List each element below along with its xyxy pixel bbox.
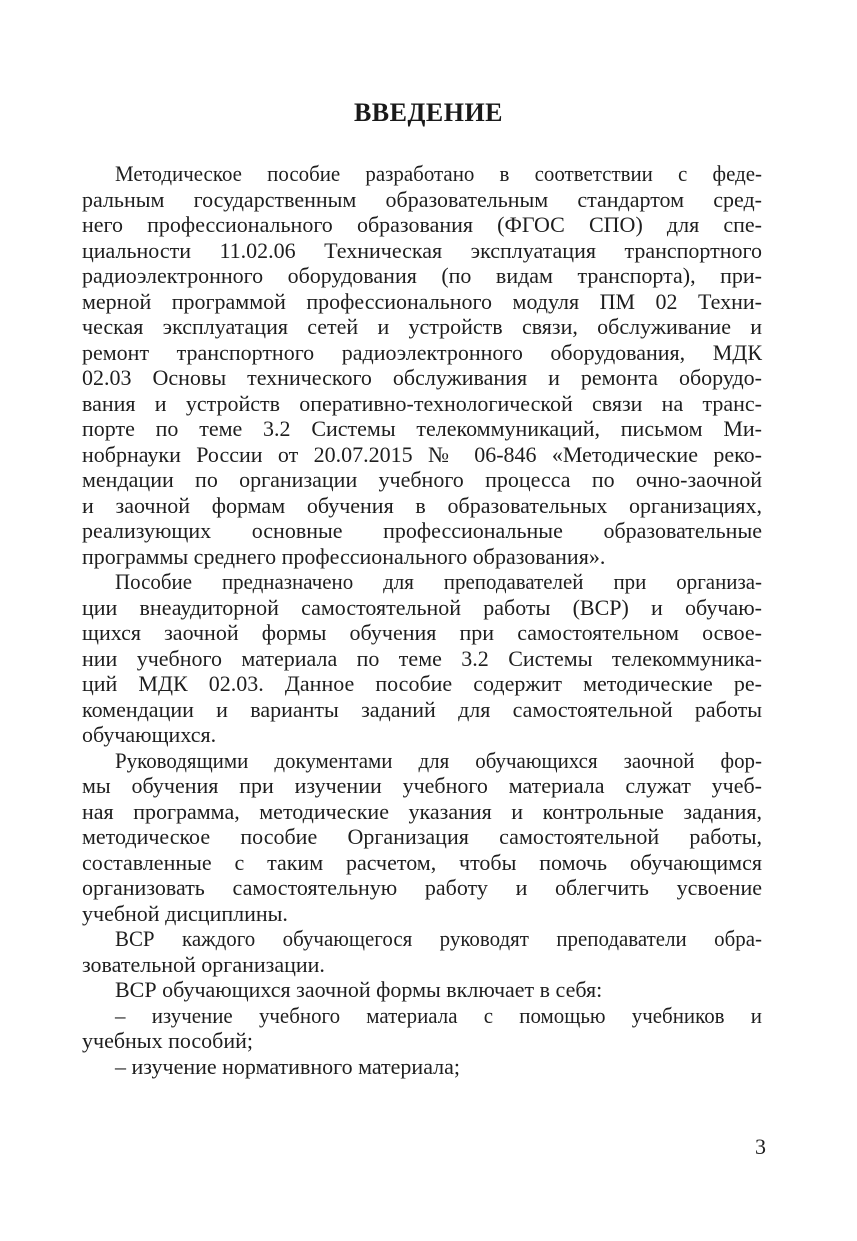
line-text: ческая эксплуатация сетей и устройств связи, обслуживание и (82, 314, 762, 339)
line-text: ВСР каждого обучающегося руководят преподаватели обра- (115, 926, 762, 951)
text-line (82, 595, 762, 621)
text-line (82, 1003, 762, 1029)
text-line (82, 569, 762, 595)
line-text: методическое пособие Организация самостоятельной работы, (82, 824, 762, 849)
text-line (82, 850, 762, 876)
line-text: и заочной формам обучения в образовательных организациях, (82, 492, 762, 518)
text-line (82, 620, 762, 646)
line-text: мендации по организации учебного процесса по очно-заочной (82, 467, 762, 492)
text-line (82, 187, 762, 213)
line-text: учебной дисциплины. (82, 900, 288, 926)
line-text: организовать самостоятельную работу и облегчить усвоение (82, 875, 762, 900)
text-line (82, 901, 762, 927)
text-line (82, 799, 762, 825)
line-text: – изучение нормативного материала; (115, 1053, 461, 1079)
document-body (82, 161, 762, 1079)
paragraph (82, 926, 762, 977)
text-line (82, 442, 762, 468)
text-line (82, 1028, 762, 1054)
line-text: Методическое пособие разработано в соответствии с феде- (115, 161, 762, 186)
text-line (82, 391, 762, 417)
line-text: него профессионального образования (ФГОС СПО) для спе- (82, 212, 762, 237)
text-line (82, 544, 762, 570)
line-text: обучающихся. (82, 722, 217, 747)
line-text: нобрнауки России от 20.07.2015 № 06-846 «Методические реко- (82, 441, 762, 467)
line-text: программы среднего профессионального образования». (82, 543, 606, 569)
line-text: ции внеаудиторной самостоятельной работы (ВСР) и обучаю- (82, 594, 762, 620)
paragraph (82, 748, 762, 927)
line-text: мерной программой профессионального модуля ПМ 02 Техни- (82, 288, 762, 314)
text-line (82, 671, 762, 697)
line-text: радиоэлектронного оборудования (по видам транспорта), при- (82, 263, 762, 288)
text-line (82, 875, 762, 901)
text-line (82, 1054, 762, 1080)
text-line (82, 518, 762, 544)
text-line (82, 748, 762, 774)
paragraph (82, 569, 762, 748)
text-line (82, 697, 762, 723)
line-text: циальности 11.02.06 Техническая эксплуатация транспортного (82, 237, 762, 263)
line-text: – изучение учебного материала с помощью учебников и (115, 1002, 762, 1028)
text-line (82, 722, 762, 748)
page-title: ВВЕДЕНИЕ (353, 98, 504, 127)
text-line (82, 263, 762, 289)
text-line (82, 340, 762, 366)
line-text: учебных пособий; (82, 1028, 254, 1053)
line-text: комендации и варианты заданий для самостоятельной работы (82, 696, 762, 722)
text-line (82, 212, 762, 238)
line-text: нии учебного материала по теме 3.2 Системы телекоммуника- (82, 645, 762, 671)
paragraph (82, 1054, 762, 1080)
line-text: 02.03 Основы технического обслуживания и ремонта оборудо- (82, 365, 762, 390)
line-text: порте по теме 3.2 Системы телекоммуникаций, письмом Ми- (82, 416, 762, 441)
page-number: 3 (755, 1134, 766, 1159)
text-line (82, 824, 762, 850)
text-line (82, 493, 762, 519)
text-line (82, 314, 762, 340)
line-text: ремонт транспортного радиоэлектронного оборудования, МДК (82, 339, 762, 365)
text-line (82, 289, 762, 315)
line-text: ций МДК 02.03. Данное пособие содержит методические ре- (82, 671, 762, 696)
text-line (82, 773, 762, 799)
text-line (82, 365, 762, 391)
line-text: ВСР обучающихся заочной формы включает в себя: (115, 977, 603, 1002)
text-line (82, 416, 762, 442)
paragraph (82, 977, 762, 1003)
text-line (82, 952, 762, 978)
text-line (82, 926, 762, 952)
text-line (82, 161, 762, 187)
line-text: составленные с таким расчетом, чтобы помочь обучающимся (82, 849, 762, 875)
line-text: ная программа, методические указания и контрольные задания, (82, 798, 762, 824)
paragraph (82, 1003, 762, 1054)
text-line (82, 467, 762, 493)
line-text: реализующих основные профессиональные образовательные (82, 518, 762, 543)
text-line (82, 646, 762, 672)
line-text: Пособие предназначено для преподавателей при организа- (115, 569, 762, 594)
paragraph (82, 161, 762, 569)
line-text: зовательной организации. (82, 951, 325, 977)
line-text: Руководящими документами для обучающихся заочной фор- (115, 747, 762, 773)
text-line (82, 977, 762, 1003)
line-text: мы обучения при изучении учебного материала служат учеб- (82, 773, 762, 798)
text-line (82, 238, 762, 264)
line-text: ральным государственным образовательным стандартом сред- (82, 186, 762, 212)
line-text: щихся заочной формы обучения при самостоятельном освое- (82, 620, 762, 645)
line-text: вания и устройств оперативно-технологической связи на транс- (82, 390, 762, 416)
